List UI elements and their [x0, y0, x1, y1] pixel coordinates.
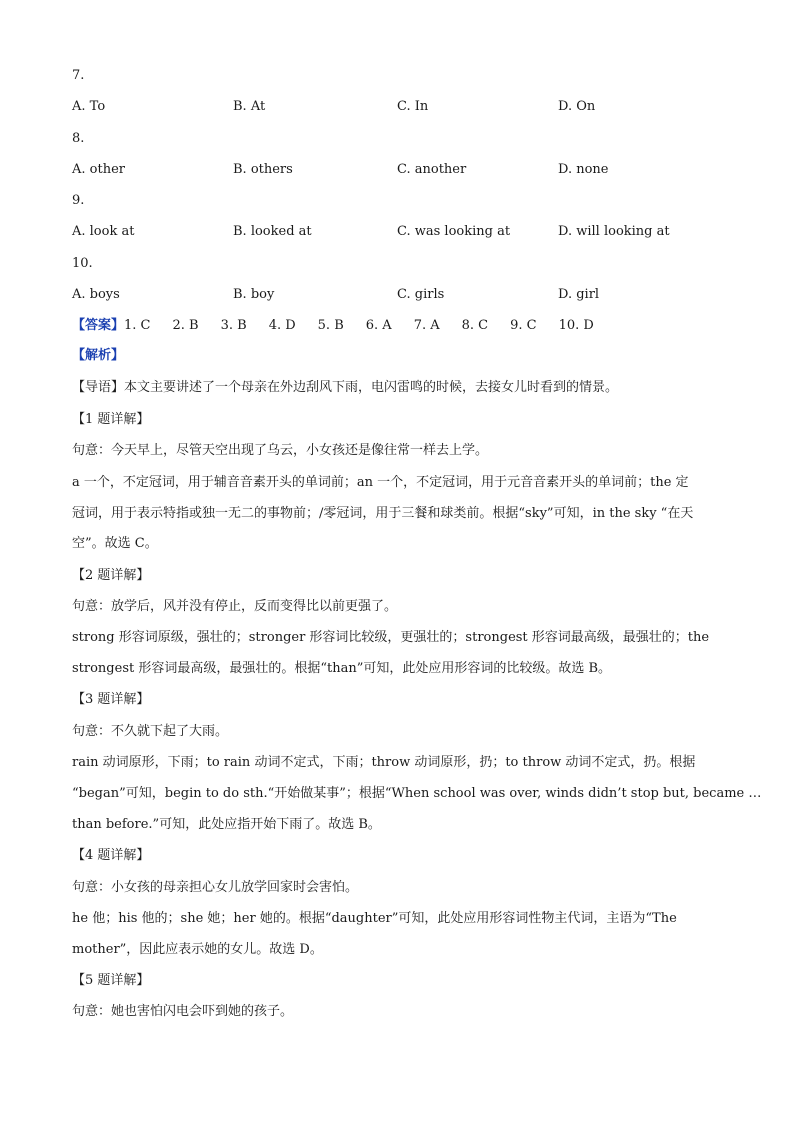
detail-line: he 他；his 他的；she 她；her 她的。根据“daughter”可知，此处应用形容词性物主代词，主语为“The: [72, 911, 677, 926]
question-number: 7.: [72, 68, 85, 83]
detail-line: a 一个，不定冠词，用于辅音音素开头的单词前；an 一个，不定冠词，用于元音音素开头的单词前；the 定: [72, 475, 689, 490]
detail-line: 句意：她也害怕闪电会吓到她的孩子。: [72, 1004, 294, 1019]
option-b: B. looked at: [233, 224, 312, 239]
option-d: D. girl: [558, 287, 600, 302]
answer-item: 9. C: [510, 318, 537, 333]
detail-heading: 【3 题详解】: [72, 692, 150, 707]
option-a: A. other: [72, 162, 125, 177]
question-number: 10.: [72, 256, 93, 271]
answer-item: 6. A: [365, 318, 392, 333]
option-b: B. others: [233, 162, 293, 177]
detail-heading: 【4 题详解】: [72, 848, 150, 863]
detail-line: rain 动词原形，下雨；to rain 动词不定式，下雨；throw 动词原形，扔；to throw 动词不定式，扔。根据: [72, 755, 696, 770]
answer-item: 10. D: [558, 318, 594, 333]
answer-item: 3. B: [220, 318, 247, 333]
analysis-label: 【解析】: [72, 348, 125, 363]
option-a: A. boys: [72, 287, 120, 302]
option-c: C. another: [397, 162, 467, 177]
option-b: B. At: [233, 99, 266, 114]
detail-line: strong 形容词原级，强壮的；stronger 形容词比较级，更强壮的；strongest 形容词最高级，最强壮的；the: [72, 630, 710, 645]
question-number: 8.: [72, 131, 85, 146]
answer-item: 1. C: [124, 318, 151, 333]
detail-line: 句意：不久就下起了大雨。: [72, 724, 229, 739]
option-d: D. On: [558, 99, 596, 114]
option-a: A. look at: [72, 224, 135, 239]
detail-line: strongest 形容词最高级，最强壮的。根据“than”可知，此处应用形容词的比较级。故选 B。: [72, 661, 612, 676]
detail-line: 冠词，用于表示特指或独一无二的事物前；/零冠词，用于三餐和球类前。根据“sky”可知，in the sky “在天: [72, 506, 694, 521]
answer-item: 2. B: [172, 318, 199, 333]
intro-text: 本文主要讲述了一个母亲在外边刮风下雨，电闪雷鸣的时候，去接女儿时看到的情景。: [124, 380, 619, 395]
detail-heading: 【5 题详解】: [72, 973, 150, 988]
detail-line: 句意：放学后，风并没有停止，反而变得比以前更强了。: [72, 599, 398, 614]
detail-line: “began”可知，begin to do sth.“开始做某事”；根据“When school was over, winds didn’t stop but, became …: [72, 786, 762, 801]
answer-key: [72, 318, 722, 334]
intro-label: 【导语】: [72, 380, 125, 395]
option-d: D. will looking at: [558, 224, 670, 239]
detail-line: 句意：小女孩的母亲担心女儿放学回家时会害怕。: [72, 880, 359, 895]
intro-paragraph: [72, 380, 722, 396]
answer-item: 8. C: [461, 318, 489, 333]
detail-line: 空”。故选 C。: [72, 536, 158, 551]
detail-line: 句意：今天早上，尽管天空出现了乌云，小女孩还是像往常一样去上学。: [72, 443, 489, 458]
answer-item: 4. D: [268, 318, 296, 333]
answer-item: 5. B: [317, 318, 344, 333]
option-c: C. girls: [397, 287, 445, 302]
option-c: C. was looking at: [397, 224, 511, 239]
option-b: B. boy: [233, 287, 275, 302]
option-d: D. none: [558, 162, 609, 177]
detail-line: than before.”可知，此处应指开始下雨了。故选 B。: [72, 817, 381, 832]
option-c: C. In: [397, 99, 429, 114]
question-number: 9.: [72, 193, 85, 208]
detail-heading: 【1 题详解】: [72, 412, 150, 427]
detail-heading: 【2 题详解】: [72, 568, 150, 583]
answer-label: 【答案】: [72, 318, 125, 333]
answer-item: 7. A: [413, 318, 440, 333]
option-a: A. To: [72, 99, 106, 114]
detail-line: mother”，因此应表示她的女儿。故选 D。: [72, 942, 323, 957]
